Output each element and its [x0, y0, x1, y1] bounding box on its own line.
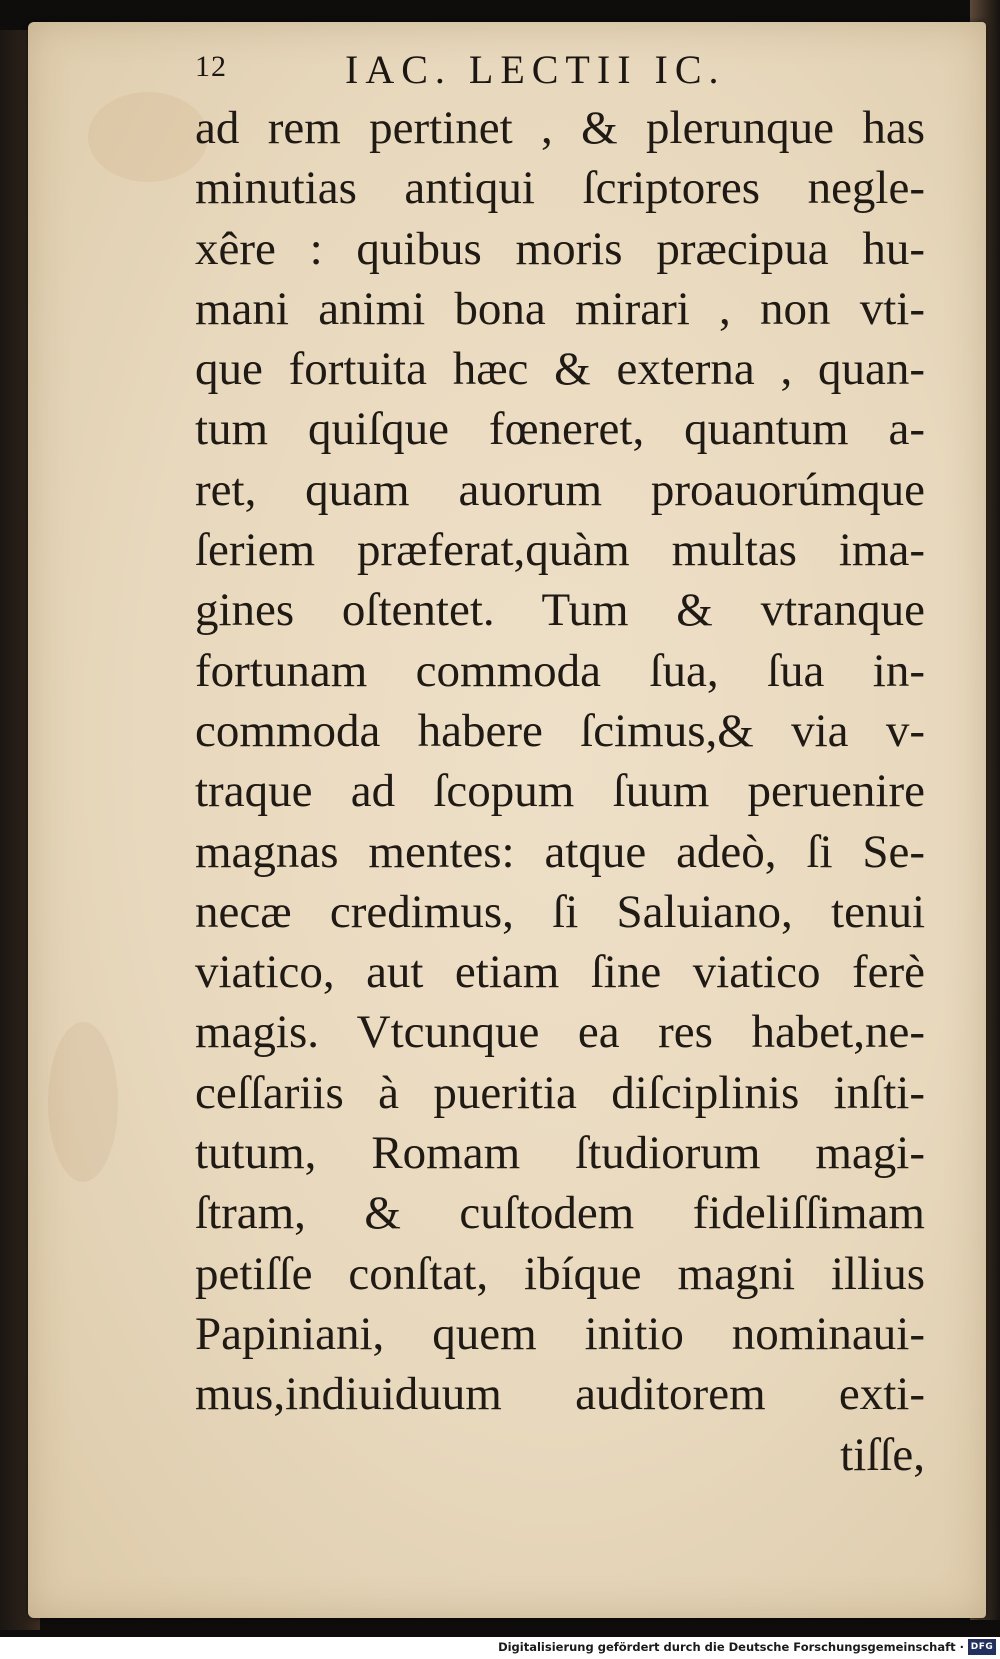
text-line: que fortuita hæc & externa , quan-: [195, 343, 925, 396]
text-line: Papiniani, quem initio nominaui-: [195, 1307, 925, 1360]
text-line: viatico, aut etiam ſine viatico ferè: [195, 946, 925, 999]
text-line: ſeriem præferat,quàm multas ima-: [195, 524, 925, 577]
catchword: tiſſe,: [840, 1428, 925, 1481]
page-header: [195, 40, 915, 100]
text-line: mani animi bona mirari , non vti-: [195, 282, 925, 335]
text-line: fortunam commoda ſua, ſua in-: [195, 644, 925, 697]
paper-stain: [48, 1022, 118, 1182]
text-line: xêre : quibus moris præcipua hu-: [195, 222, 925, 275]
funding-notice: Digitalisierung gefördert durch die Deutsche Forschungsgemeinschaft ·: [498, 1640, 964, 1654]
text-line: commoda habere ſcimus,& via v-: [195, 704, 925, 757]
dfg-logo: DFG: [968, 1639, 996, 1655]
text-line: necæ credimus, ſi Saluiano, tenui: [195, 885, 925, 938]
text-line: mus,indiuiduum auditorem exti-: [195, 1368, 925, 1421]
text-line: minutias antiqui ſcriptores negle-: [195, 162, 925, 215]
text-line: petiſſe conſtat, ibíque magni illius: [195, 1247, 925, 1300]
footer-bar: [0, 1637, 1000, 1659]
text-line: traque ad ſcopum ſuum peruenire: [195, 765, 925, 818]
text-line: ret, quam auorum proauorúmque: [195, 463, 925, 516]
paper-stain: [88, 92, 208, 182]
text-line: ad rem pertinet , & plerunque has: [195, 102, 925, 154]
text-line: ſtram, & cuſtodem fideliſſimam: [195, 1187, 925, 1240]
text-line: gines oſtentet. Tum & vtranque: [195, 584, 925, 637]
text-line: tum quiſque fœneret, quantum a-: [195, 403, 925, 456]
text-line: magnas mentes: atque adeò, ſi Se-: [195, 825, 925, 878]
page-number: 12: [195, 50, 227, 83]
text-line: tutum, Romam ſtudiorum magi-: [195, 1127, 925, 1180]
text-line: magis. Vtcunque ea res habet,ne-: [195, 1006, 925, 1059]
body-text: [195, 98, 925, 1485]
running-head: IAC. LECTII IC.: [345, 47, 726, 92]
text-line: ceſſariis à pueritia diſciplinis inſti-: [195, 1066, 925, 1119]
